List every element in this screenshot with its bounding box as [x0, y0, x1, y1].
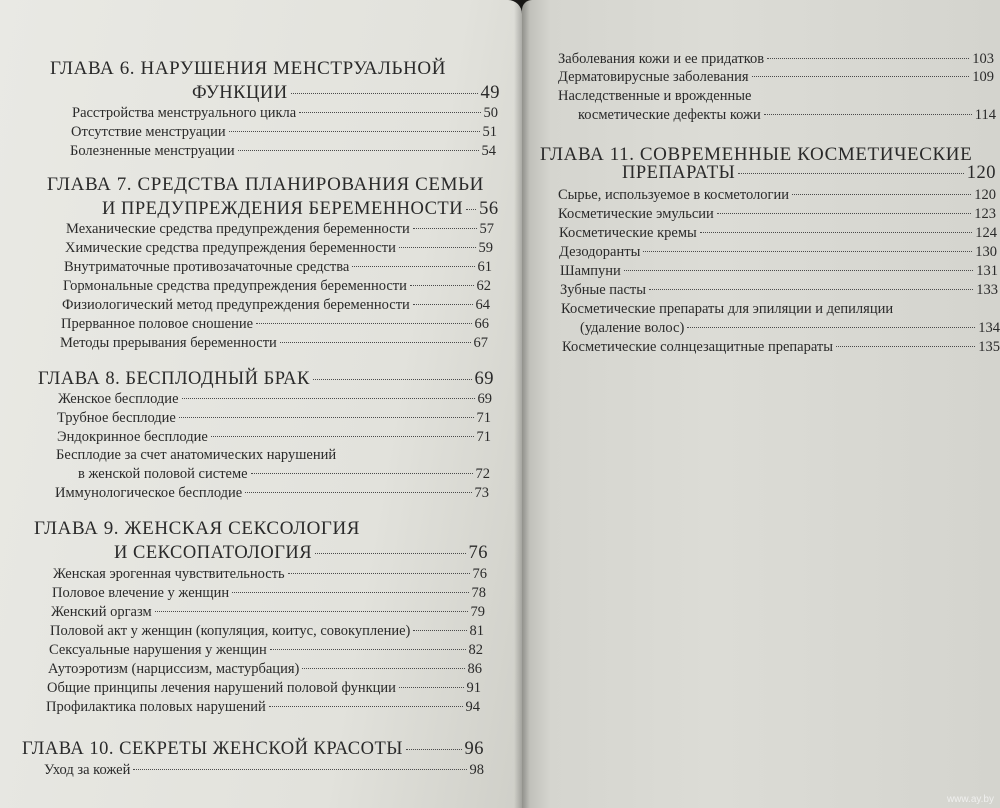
page-number: 96: [464, 739, 484, 759]
toc-entry-line2: [580, 319, 1000, 337]
entry-title: Химические средства предупреждения беременности: [65, 240, 396, 256]
entry-title: (удаление волос): [580, 320, 685, 336]
leader-dots: [700, 232, 973, 233]
entry-title: Косметические кремы: [559, 225, 697, 241]
toc-entry: [558, 68, 994, 86]
right-page: [522, 0, 1000, 808]
leader-dots: [399, 687, 464, 688]
leader-dots: [764, 114, 972, 115]
leader-dots: [280, 342, 471, 343]
chapter-10-title: [22, 738, 484, 760]
leader-dots: [270, 649, 466, 650]
chapter-11-title-line2: [622, 162, 996, 184]
leader-dots: [288, 573, 470, 574]
leader-dots: [836, 346, 975, 347]
leader-dots: [410, 285, 474, 286]
leader-dots: [413, 304, 473, 305]
toc-entry: [47, 679, 481, 697]
leader-dots: [792, 194, 971, 195]
page-number: 72: [475, 466, 490, 482]
leader-dots: [269, 706, 463, 707]
page-number: 73: [474, 485, 489, 501]
entry-title: Методы прерывания беременности: [60, 335, 277, 351]
page-number: 76: [468, 543, 488, 563]
toc-entry-line2: [578, 106, 996, 124]
toc-entry: [66, 220, 494, 238]
entry-title: Половое влечение у женщин: [52, 585, 230, 601]
toc-entry: [55, 484, 489, 502]
entry-title: Трубное бесплодие: [57, 410, 176, 426]
toc-entry: [558, 205, 996, 223]
chapter-title-text: И ПРЕДУПРЕЖДЕНИЯ БЕРЕМЕННОСТИ: [102, 199, 464, 219]
toc-entry-line1: Бесплодие за счет анатомических нарушений: [56, 447, 337, 463]
entry-title: Отсутствие менструации: [71, 124, 226, 140]
chapter-9-title-line2: [114, 542, 488, 564]
page-number: 57: [479, 221, 494, 237]
toc-entry: [560, 281, 998, 299]
page-number: 79: [470, 604, 485, 620]
page-number: 114: [974, 107, 996, 123]
toc-entry: [53, 565, 487, 583]
entry-title: Сексуальные нарушения у женщин: [49, 642, 267, 658]
entry-title: Дезодоранты: [559, 244, 641, 260]
chapter-6-title-line1: ГЛАВА 6. НАРУШЕНИЯ МЕНСТРУАЛЬНОЙ: [50, 58, 447, 79]
leader-dots: [466, 209, 476, 210]
entry-title: Дерматовирусные заболевания: [558, 69, 749, 85]
page-number: 124: [975, 225, 997, 241]
leader-dots: [687, 327, 975, 328]
page-number: 50: [483, 105, 498, 121]
entry-title: Косметические эмульсии: [558, 206, 714, 222]
chapter-title-text: ГЛАВА 10. СЕКРЕТЫ ЖЕНСКОЙ КРАСОТЫ: [22, 739, 403, 759]
leader-dots: [211, 436, 474, 437]
entry-title: Заболевания кожи и ее придатков: [558, 51, 765, 67]
leader-dots: [299, 112, 480, 113]
page-number: 69: [474, 369, 494, 389]
page-number: 61: [477, 259, 492, 275]
toc-entry: [49, 641, 483, 659]
page-number: 103: [972, 51, 994, 67]
chapter-9-title-line1: ГЛАВА 9. ЖЕНСКАЯ СЕКСОЛОГИЯ: [34, 518, 361, 539]
leader-dots: [399, 247, 476, 248]
page-number: 86: [467, 661, 482, 677]
page-number: 49: [480, 83, 500, 103]
entry-title: Механические средства предупреждения беременности: [66, 221, 410, 237]
toc-entry: [559, 243, 997, 261]
watermark: www.ay.by: [946, 794, 994, 805]
page-number: 82: [468, 642, 483, 658]
leader-dots: [182, 398, 475, 399]
chapter-11-title-line1: ГЛАВА 11. СОВРЕМЕННЫЕ КОСМЕТИЧЕСКИЕ: [540, 144, 973, 165]
entry-title: в женской половой системе: [78, 466, 248, 482]
leader-dots: [352, 266, 474, 267]
chapter-title-text: ГЛАВА 8. БЕСПЛОДНЫЙ БРАК: [38, 369, 310, 389]
leader-dots: [251, 473, 473, 474]
entry-title: Уход за кожей: [44, 762, 131, 778]
page-number: 120: [974, 187, 996, 203]
page-number: 120: [966, 163, 996, 183]
page-number: 59: [478, 240, 493, 256]
toc-entry: [558, 186, 996, 204]
toc-entry: [65, 239, 493, 257]
entry-title: Общие принципы лечения нарушений половой функции: [47, 680, 396, 696]
entry-title: Физиологический метод предупреждения беременности: [62, 297, 410, 313]
page-number: 78: [471, 585, 486, 601]
leader-dots: [229, 131, 480, 132]
toc-entry: [558, 50, 994, 68]
page-number: 54: [481, 143, 496, 159]
leader-dots: [238, 150, 479, 151]
toc-entry: [48, 660, 482, 678]
page-number: 130: [975, 244, 997, 260]
entry-title: Зубные пасты: [560, 282, 646, 298]
entry-title: Гормональные средства предупреждения беременности: [63, 278, 407, 294]
toc-entry: [62, 296, 490, 314]
toc-entry: [50, 622, 484, 640]
page-number: 62: [476, 278, 491, 294]
entry-title: Иммунологическое бесплодие: [55, 485, 243, 501]
chapter-title-text: И СЕКСОПАТОЛОГИЯ: [114, 543, 313, 563]
page-number: 131: [976, 263, 998, 279]
entry-title: Женская эрогенная чувствительность: [53, 566, 285, 582]
leader-dots: [291, 93, 478, 94]
toc-entry-line1: Наследственные и врожденные: [558, 88, 752, 104]
entry-title: Косметические солнцезащитные препараты: [562, 339, 833, 355]
entry-title: Расстройства менструального цикла: [72, 105, 297, 121]
toc-entry-line1: Косметические препараты для эпиляции и депиляции: [561, 301, 894, 317]
toc-entry: [64, 258, 492, 276]
page-number: 133: [976, 282, 998, 298]
toc-entry: [57, 428, 491, 446]
chapter-7-title-line2: [102, 198, 499, 220]
toc-entry-line2: [78, 465, 490, 483]
leader-dots: [413, 228, 477, 229]
leader-dots: [179, 417, 474, 418]
entry-title: косметические дефекты кожи: [578, 107, 761, 123]
leader-dots: [752, 76, 970, 77]
page-number: 91: [466, 680, 481, 696]
entry-title: Болезненные менструации: [70, 143, 235, 159]
leader-dots: [155, 611, 468, 612]
leader-dots: [406, 749, 462, 750]
page-number: 64: [475, 297, 490, 313]
toc-entry: [562, 338, 1000, 356]
leader-dots: [245, 492, 471, 493]
toc-entry: [44, 761, 484, 779]
entry-title: Женское бесплодие: [58, 391, 179, 407]
entry-title: Женский оргазм: [51, 604, 152, 620]
entry-title: Половой акт у женщин (копуляция, коитус, совокупление): [50, 623, 411, 639]
page-number: 51: [482, 124, 497, 140]
toc-entry: [72, 104, 498, 122]
page-number: 109: [972, 69, 994, 85]
toc-entry: [61, 315, 489, 333]
toc-entry: [559, 224, 997, 242]
chapter-title-text: ФУНКЦИИ: [192, 83, 288, 103]
page-number: 135: [978, 339, 1000, 355]
page-number: 71: [476, 410, 491, 426]
chapter-7-title-line1: ГЛАВА 7. СРЕДСТВА ПЛАНИРОВАНИЯ СЕМЬИ: [47, 174, 484, 195]
toc-entry: [71, 123, 497, 141]
entry-title: Шампуни: [560, 263, 621, 279]
toc-entry: [51, 603, 485, 621]
leader-dots: [643, 251, 972, 252]
entry-title: Внутриматочные противозачаточные средства: [64, 259, 350, 275]
leader-dots: [315, 553, 465, 554]
chapter-6-title-line2: [192, 82, 500, 104]
chapter-8-title: [38, 368, 494, 390]
entry-title: Прерванное половое сношение: [61, 316, 254, 332]
page-number: 76: [472, 566, 487, 582]
page-number: 98: [469, 762, 484, 778]
toc-entry: [52, 584, 486, 602]
page-number: 134: [978, 320, 1000, 336]
page-number: 123: [974, 206, 996, 222]
toc-entry: [560, 262, 998, 280]
page-number: 71: [476, 429, 491, 445]
toc-entry: [46, 698, 480, 716]
entry-title: Аутоэротизм (нарциссизм, мастурбация): [48, 661, 300, 677]
entry-title: Профилактика половых нарушений: [46, 699, 266, 715]
leader-dots: [649, 289, 973, 290]
page-number: 94: [465, 699, 480, 715]
leader-dots: [413, 630, 466, 631]
toc-entry: [63, 277, 491, 295]
leader-dots: [767, 58, 969, 59]
toc-entry: [57, 409, 491, 427]
leader-dots: [313, 379, 472, 380]
toc-entry: [58, 390, 492, 408]
chapter-title-text: ПРЕПАРАТЫ: [622, 163, 736, 183]
leader-dots: [133, 769, 466, 770]
leader-dots: [256, 323, 471, 324]
page-number: 56: [479, 199, 499, 219]
toc-entry: [70, 142, 496, 160]
leader-dots: [738, 173, 963, 174]
page-number: 69: [477, 391, 492, 407]
entry-title: Эндокринное бесплодие: [57, 429, 208, 445]
leader-dots: [232, 592, 468, 593]
entry-title: Сырье, используемое в косметологии: [558, 187, 790, 203]
leader-dots: [717, 213, 971, 214]
page-number: 67: [473, 335, 488, 351]
page-number: 81: [469, 623, 484, 639]
leader-dots: [302, 668, 464, 669]
page-number: 66: [474, 316, 489, 332]
leader-dots: [624, 270, 973, 271]
toc-entry: [60, 334, 488, 352]
